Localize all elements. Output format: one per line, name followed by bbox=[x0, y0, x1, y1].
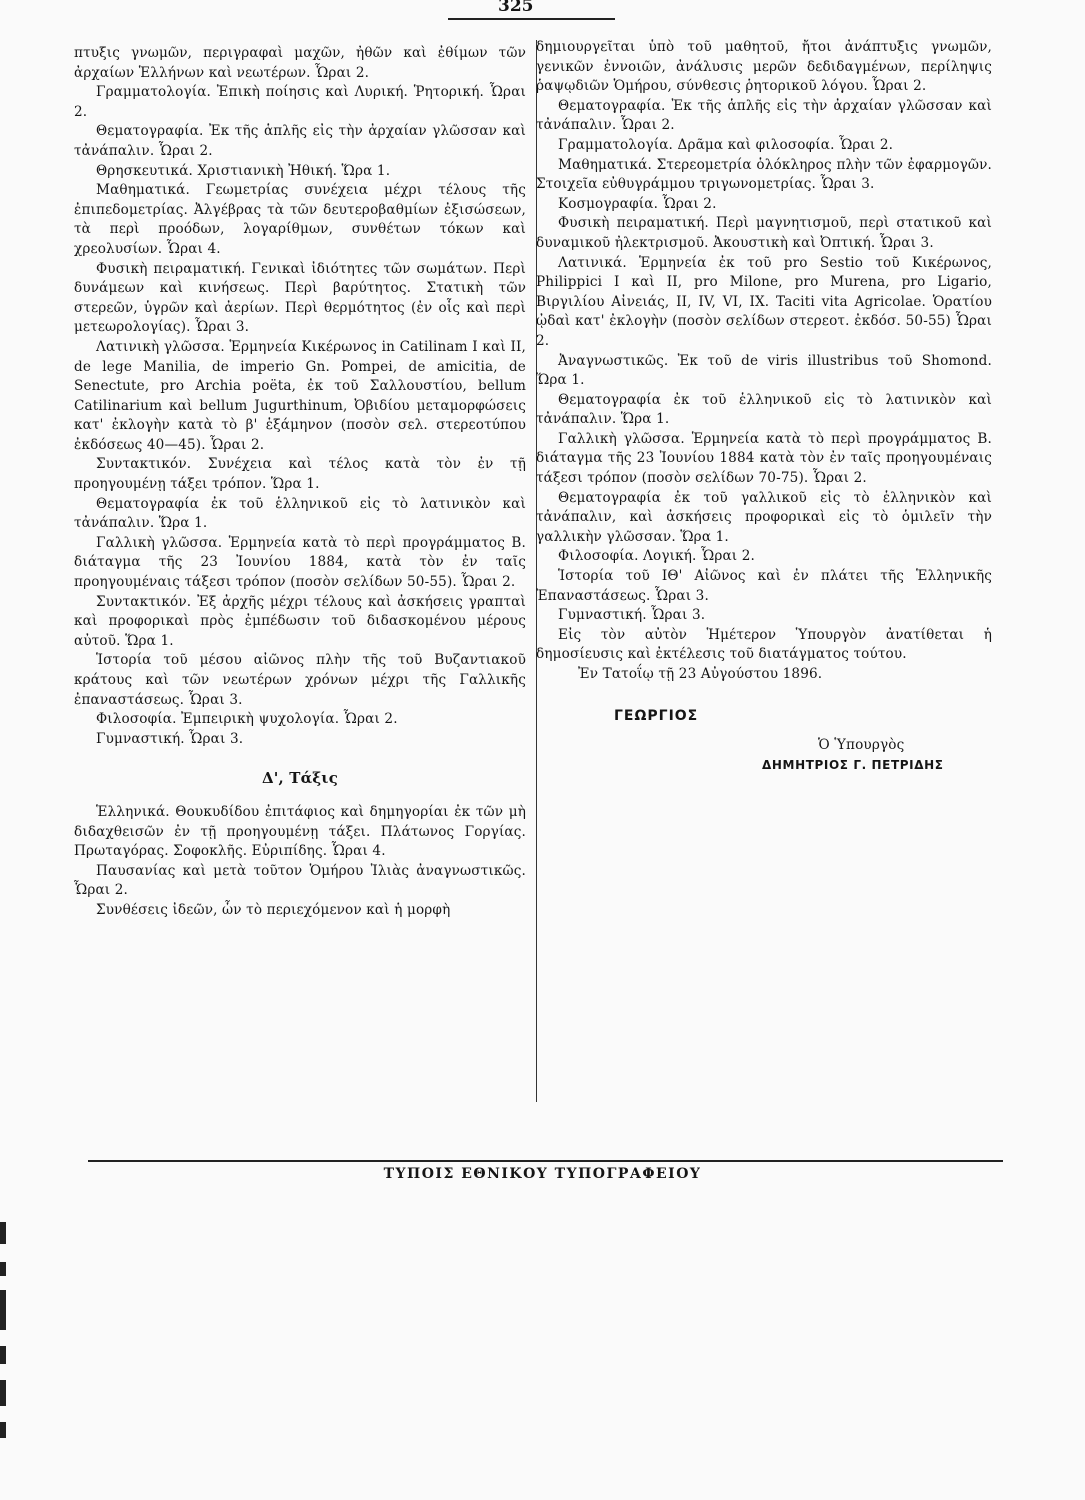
printer-imprint: ΤΥΠΟΙΣ ΕΘΝΙΚΟΥ ΤΥΠΟΓΡΑΦΕΙΟΥ bbox=[383, 1166, 702, 1182]
paragraph: Συντακτικόν. Ἐξ ἀρχῆς μέχρι τέλους καὶ ἀσκήσεις γραπταὶ καὶ προφορικαὶ πρὸς ἐμπέδωσιν τοῦ διδασκομένου μέρους αὐτοῦ. Ὥρα 1. bbox=[74, 593, 526, 649]
paragraph: Λατινικά. Ἑρμηνεία ἐκ τοῦ pro Sestio τοῦ Κικέρωνος, Philippici I καὶ II, pro Milone, pro Murena, pro Ligario, Βιργιλίου Αἰνειάς, II, IV, VI, IX. Taciti vita Agricolae. Ὁρατίου ᾠδαὶ κατ' ἐκλογὴν (ποσὸν σελίδων στερεοτ. ἐκδόσ. 50-55) Ὧραι 2. bbox=[536, 254, 992, 349]
paragraph: Ἀναγνωστικῶς. Ἐκ τοῦ de viris illustribus τοῦ Shomond. Ὥρα 1. bbox=[536, 352, 992, 389]
paragraph: Γραμματολογία. Ἐπικὴ ποίησις καὶ Λυρική. Ῥητορική. Ὧραι 2. bbox=[74, 84, 526, 120]
section-heading: Δ', Τάξις bbox=[261, 769, 338, 788]
paragraph: Γαλλικὴ γλῶσσα. Ἑρμηνεία κατὰ τὸ περὶ προγράμματος Β. διάταγμα τῆς 23 Ἰουνίου 1884 κατὰ τὸν ἐν ταῖς προηγουμέναις τάξεσι τρόπον (ποσὸν σελίδων 70-75). Ὧραι 2. bbox=[536, 430, 992, 487]
paragraph: Ἑλληνικά. Θουκυδίδου ἐπιτάφιος καὶ δημηγορίαι ἐκ τῶν μὴ διδαχθεισῶν ἐν τῇ προηγουμένῃ τάξει. Πλάτωνος Γοργίας. Πρωταγόρας. Σοφοκλῆς. Εὐριπίδης. Ὧραι 4. bbox=[74, 803, 526, 860]
paragraph: Γυμναστική. Ὧραι 3. bbox=[558, 607, 706, 624]
paragraph: Ἱστορία τοῦ μέσου αἰῶνος πλὴν τῆς τοῦ Βυζαντιακοῦ κράτους καὶ τῶν νεωτέρων χρόνων μέχρι τῆς Γαλλικῆς ἐπαναστάσεως. Ὧραι 3. bbox=[74, 652, 526, 708]
minister-name: ΔΗΜΗΤΡΙΟΣ Γ. ΠΕΤΡΙΔΗΣ bbox=[762, 757, 944, 772]
paragraph: Γαλλικὴ γλῶσσα. Ἑρμηνεία κατὰ τὸ περὶ προγράμματος Β. διάταγμα τῆς 23 Ἰουνίου 1884, κατὰ τὸν ἐν ταῖς προηγουμέναις τάξεσι τρόπον (ποσὸν σελίδων 50-55). Ὧραι 2. bbox=[74, 534, 526, 591]
paragraph: Θεματογραφία ἐκ τοῦ ἑλληνικοῦ εἰς τὸ λατινικὸν καὶ τἀνάπαλιν. Ὥρα 1. bbox=[536, 391, 992, 428]
minister-title: Ὁ Ὑπουργὸς bbox=[818, 737, 905, 754]
paragraph: Θεματογραφία. Ἐκ τῆς ἁπλῆς εἰς τὴν ἀρχαίαν γλῶσσαν καὶ τἀνάπαλιν. Ὧραι 2. bbox=[74, 123, 526, 159]
paragraph: Θεματογραφία ἐκ τοῦ γαλλικοῦ εἰς τὸ ἑλληνικὸν καὶ τἀνάπαλιν, καὶ ἀσκήσεις προφορικαὶ εἰς τὸ ὁμιλεῖν τὴν γαλλικὴν γλῶσσαν. Ὥρα 1. bbox=[536, 489, 992, 545]
scan-edge-mark bbox=[0, 1290, 6, 1330]
paragraph: Λατινικὴ γλῶσσα. Ἑρμηνεία Κικέρωνος in Catilinam I καὶ II, de lege Manilia, de imperio Gn. Pompei, de amicitia, de Senectute, pro Archia poëta, ἐκ τοῦ Σαλλουστίου, bellum Catilinarium καὶ bellum Jugurthinum, Ὀβιδίου μεταμορφώσεις κατ' ἐκλογὴν κατὰ τὸ β' ἑξάμηνον (ποσὸν σελ. στερεοτύπου ἐκδόσεως 40—45). Ὧραι 2. bbox=[74, 338, 526, 453]
paragraph: Μαθηματικά. Γεωμετρίας συνέχεια μέχρι τέλους τῆς ἐπιπεδομετρίας. Ἀλγέβρας τὰ τῶν δευτεροβαθμίων ἐξισώσεων, τὰ περὶ προόδων, λογαρίθμων, συνθέτων τόκων καὶ χρεολυσίων. Ὧραι 4. bbox=[74, 182, 526, 257]
date-line: Ἐν Τατοΐῳ τῇ 23 Αὐγούστου 1896. bbox=[578, 666, 823, 682]
paragraph: Ἱστορία τοῦ ΙΘ' Αἰῶνος καὶ ἐν πλάτει τῆς Ἑλληνικῆς Ἐπαναστάσεως. Ὧραι 3. bbox=[536, 568, 992, 604]
paragraph: Θεματογραφία. Ἐκ τῆς ἁπλῆς εἰς τὴν ἀρχαίαν γλῶσσαν καὶ τἀνάπαλιν. Ὧραι 2. bbox=[536, 97, 992, 134]
paragraph: Θεματογραφία ἐκ τοῦ ἑλληνικοῦ εἰς τὸ λατινικὸν καὶ τἀνάπαλιν. Ὥρα 1. bbox=[74, 495, 526, 532]
paragraph: Συντακτικόν. Συνέχεια καὶ τέλος κατὰ τὸν ἐν τῇ προηγουμένῃ τάξει τρόπον. Ὥρα 1. bbox=[74, 456, 526, 493]
paragraph: Παυσανίας καὶ μετὰ τοῦτον Ὁμήρου Ἰλιὰς ἀναγνωστικῶς. Ὧραι 2. bbox=[74, 862, 526, 899]
paragraph: Θρησκευτικά. Χριστιανικὴ Ἠθική. Ὥρα 1. bbox=[96, 162, 391, 179]
paragraph: Φυσικὴ πειραματική. Περὶ μαγνητισμοῦ, περὶ στατικοῦ καὶ δυναμικοῦ ἠλεκτρισμοῦ. Ἀκουστικὴ καὶ Ὀπτική. Ὧραι 3. bbox=[536, 215, 992, 251]
scan-edge-mark bbox=[0, 1346, 6, 1364]
paragraph: Συνθέσεις ἰδεῶν, ὧν τὸ περιεχόμενον καὶ ἡ μορφὴ bbox=[96, 901, 451, 918]
paragraph: Φιλοσοφία. Λογική. Ὧραι 2. bbox=[558, 548, 756, 565]
bottom-rule bbox=[88, 1160, 1003, 1162]
paragraph: Εἰς τὸν αὐτὸν Ἡμέτερον Ὑπουργὸν ἀνατίθεται ἡ δημοσίευσις καὶ ἐκτέλεσις τοῦ διατάγματος τούτου. bbox=[536, 626, 992, 663]
scan-edge-mark bbox=[0, 1222, 6, 1244]
paragraph: πτυξις γνωμῶν, περιγραφαὶ μαχῶν, ἠθῶν καὶ ἐθίμων τῶν ἀρχαίων Ἑλλήνων καὶ νεωτέρων. Ὧραι 2. bbox=[74, 45, 526, 81]
paragraph: Φιλοσοφία. Ἐμπειρικὴ ψυχολογία. Ὧραι 2. bbox=[96, 711, 398, 728]
scan-edge-mark bbox=[0, 1422, 6, 1438]
king-signature: ΓΕΩΡΓΙΟΣ bbox=[614, 707, 699, 724]
scan-edge-mark bbox=[0, 1262, 6, 1276]
paragraph: Γραμματολογία. Δρᾶμα καὶ φιλοσοφία. Ὧραι 2. bbox=[558, 136, 894, 153]
paragraph: Γυμναστική. Ὧραι 3. bbox=[96, 730, 244, 747]
paragraph: Μαθηματικά. Στερεομετρία ὁλόκληρος πλὴν τῶν ἐφαρμογῶν. Στοιχεῖα εὐθυγράμμου τριγωνομετρίας. Ὧραι 3. bbox=[536, 156, 992, 193]
page-number: 325 bbox=[498, 0, 534, 16]
paragraph: Φυσικὴ πειραματική. Γενικαὶ ἰδιότητες τῶν σωμάτων. Περὶ δυνάμεων καὶ κινήσεως. Περὶ βαρύτητος. Στατικὴ τῶν στερεῶν, ὑγρῶν καὶ ἀερίων. Περὶ θερμότητος (ἐν οἷς καὶ περὶ μετεωρολογίας). Ὧραι 3. bbox=[74, 260, 526, 336]
left-column bbox=[74, 44, 526, 921]
top-rule bbox=[448, 18, 615, 20]
right-column bbox=[536, 38, 992, 775]
scan-edge-mark bbox=[0, 1380, 6, 1406]
paragraph: δημιουργεῖται ὑπὸ τοῦ μαθητοῦ, ἤτοι ἀνάπτυξις γνωμῶν, γενικῶν ἐννοιῶν, ἀνάλυσις μερῶν δεδιδαγμένων, περίληψις ῥαψῳδιῶν Ὁμήρου, σύνθεσις ῥητορικοῦ λόγου. Ὧραι 2. bbox=[536, 39, 992, 95]
paragraph: Κοσμογραφία. Ὧραι 2. bbox=[558, 195, 717, 212]
